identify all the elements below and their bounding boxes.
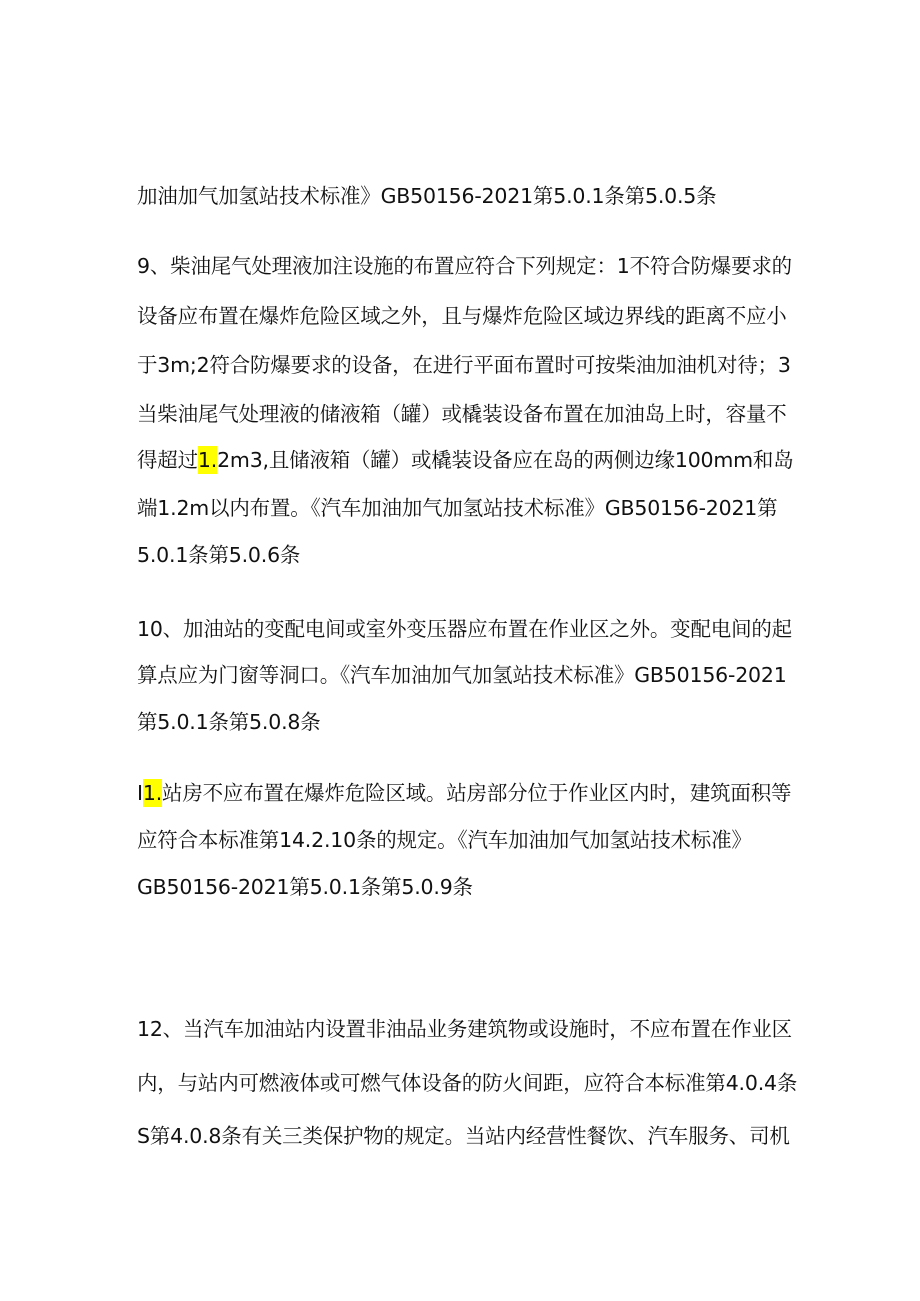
paragraph-line: 端1.2m以内布置。《汽车加油加气加氢站技术标准》GB50156-2021第: [137, 496, 778, 520]
paragraph-line: [137, 446, 797, 474]
paragraph-line: 第5.0.1条第5.0.8条: [137, 710, 321, 734]
paragraph-line: 内，与站内可燃液体或可燃气体设备的防火间距，应符合本标准第4.0.4条: [137, 1071, 797, 1095]
highlighted-text: 1.: [198, 446, 217, 474]
paragraph-line: 10、加油站的变配电间或室外变压器应布置在作业区之外。变配电间的起: [137, 617, 792, 641]
paragraph-line: 算点应为门窗等洞口。《汽车加油加气加氢站技术标准》GB50156-2021: [137, 663, 787, 687]
paragraph-line: 5.0.1条第5.0.6条: [137, 543, 301, 567]
paragraph-line: 于3m;2符合防爆要求的设备，在进行平面布置时可按柴油加油机对待；3: [137, 353, 791, 377]
paragraph-line: 设备应布置在爆炸危险区域之外，且与爆炸危险区域边界线的距离不应小: [137, 304, 787, 328]
paragraph-line: 应符合本标准第14.2.10条的规定。《汽车加油加气加氢站技术标准》: [137, 828, 752, 852]
paragraph-line: 当柴油尾气处理液的储液箱（罐）或橇装设备布置在加油岛上时，容量不: [137, 402, 787, 426]
line-text-end: 站房不应布置在爆炸危险区域。站房部分位于作业区内时，建筑面积等: [162, 781, 792, 805]
paragraph-line: [137, 779, 797, 807]
paragraph-line: 9、柴油尾气处理液加注设施的布置应符合下列规定：1不符合防爆要求的: [137, 254, 792, 278]
paragraph-line: 加油加气加氢站技术标准》GB50156-2021第5.0.1条第5.0.5条: [137, 184, 717, 208]
paragraph-line: S第4.0.8条有关三类保护物的规定。当站内经营性餐饮、汽车服务、司机: [137, 1124, 790, 1148]
paragraph-line: GB50156-2021第5.0.1条第5.0.9条: [137, 875, 473, 899]
line-text-start: I: [137, 781, 143, 805]
line-text-end: 2m3,且储液箱（罐）或橇装设备应在岛的两侧边缘100mm和岛: [217, 448, 794, 472]
line-text-start: 得超过: [137, 448, 198, 472]
paragraph-line: 12、当汽车加油站内设置非油品业务建筑物或设施时，不应布置在作业区: [137, 1017, 792, 1041]
highlighted-text: 1.: [143, 779, 162, 807]
